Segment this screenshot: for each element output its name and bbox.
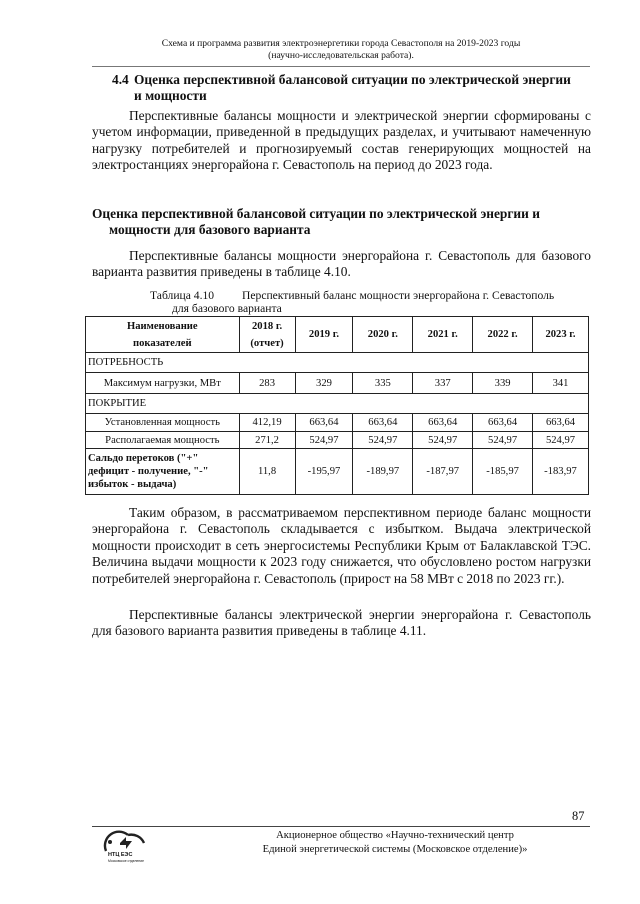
header-indicator-line-2: показателей xyxy=(133,337,192,349)
header-divider xyxy=(92,66,590,67)
logo-subtext: Московское отделение xyxy=(108,859,145,863)
footer-line-2: Единой энергетической системы (Московское отделение)» xyxy=(262,844,528,855)
header-2019: 2019 г. xyxy=(295,317,353,353)
cell-value: -187,97 xyxy=(413,449,473,495)
subsection-heading-line-2: мощности для базового варианта xyxy=(109,222,311,237)
header-2021: 2021 г. xyxy=(413,317,473,353)
balance-label-line-1: Сальдо перетоков ("+" xyxy=(88,453,199,464)
table-row xyxy=(86,449,589,495)
cell-value: 524,97 xyxy=(413,432,473,449)
power-balance-table xyxy=(85,316,589,495)
cell-value: 329 xyxy=(295,373,353,394)
table-row xyxy=(86,414,589,432)
logo-text: НТЦ ЕЭС xyxy=(108,852,133,858)
header-line-1: Схема и программа развития электроэнергетики города Севастополя на 2019-2023 годы xyxy=(161,38,521,49)
paragraph-1: Перспективные балансы мощности и электрической энергии сформированы с учетом информации, приведенной в предыдущих разделах, и учитывают намеченную нагрузку потребителей и прогнозируемый состав генерирующих мощностей на электростанциях энергорайона г. Севастополь на период до 2023 года. xyxy=(92,108,591,173)
cell-value: 663,64 xyxy=(473,414,533,432)
section-title-line-1: Оценка перспективной балансовой ситуации по электрической энергии xyxy=(134,72,571,87)
cell-value: 524,97 xyxy=(473,432,533,449)
header-2018-line-1: 2018 г. xyxy=(252,320,283,332)
header-2023: 2023 г. xyxy=(533,317,589,353)
cell-value: 271,2 xyxy=(239,432,295,449)
running-header xyxy=(92,38,590,62)
cell-value: 663,64 xyxy=(353,414,413,432)
table-header-row xyxy=(86,317,589,353)
logo-wordmark xyxy=(108,852,152,864)
cell-value: 283 xyxy=(239,373,295,394)
footer-divider xyxy=(92,826,590,827)
section-consumption: ПОТРЕБНОСТЬ xyxy=(86,353,589,373)
cell-value: 339 xyxy=(473,373,533,394)
cell-value: 524,97 xyxy=(533,432,589,449)
header-2022: 2022 г. xyxy=(473,317,533,353)
section-title-line-2: и мощности xyxy=(134,88,207,103)
cell-value: 524,97 xyxy=(295,432,353,449)
cell-value: 341 xyxy=(533,373,589,394)
table-section-row xyxy=(86,353,589,373)
section-number: 4.4 xyxy=(112,72,129,87)
row-label: Установленная мощность xyxy=(86,414,240,432)
cell-value: 335 xyxy=(353,373,413,394)
footer-line-1: Акционерное общество «Научно-технический центр xyxy=(276,830,514,841)
header-2018 xyxy=(239,317,295,353)
header-2018-line-2: (отчет) xyxy=(250,337,284,349)
paragraph-3: Таким образом, в рассматриваемом перспективном периоде баланс мощности энергорайона г. Севастополь складывается с избытком. Выдача электрической мощности происходит в сеть энергосистемы Республики Крым от Балаклавской ТЭС. Величина выдачи мощности к 2023 году снижается, что обусловлено ростом нагрузки потребителей энергорайона г. Севастополь (прирост на 58 МВт с 2018 по 2023 гг.). xyxy=(92,505,591,586)
cell-value: 11,8 xyxy=(239,449,295,495)
cell-value: -189,97 xyxy=(353,449,413,495)
section-coverage: ПОКРЫТИЕ xyxy=(86,394,589,414)
section-title xyxy=(112,72,592,104)
table-section-row xyxy=(86,394,589,414)
table-row xyxy=(86,432,589,449)
table-number: Таблица 4.10 xyxy=(150,289,215,302)
balance-label-line-3: избыток - выдача) xyxy=(88,479,177,490)
cell-value: 337 xyxy=(413,373,473,394)
row-label-balance xyxy=(86,449,240,495)
table-caption-line-2: для базового варианта xyxy=(172,302,282,315)
cell-value: 663,64 xyxy=(295,414,353,432)
header-indicator xyxy=(86,317,240,353)
cell-value: 524,97 xyxy=(353,432,413,449)
header-2020: 2020 г. xyxy=(353,317,413,353)
table-row xyxy=(86,373,589,394)
cell-value: 663,64 xyxy=(413,414,473,432)
footer-organization xyxy=(200,829,590,857)
page-number: 87 xyxy=(572,809,585,823)
row-label: Максимум нагрузки, МВт xyxy=(86,373,240,394)
cell-value: 663,64 xyxy=(533,414,589,432)
cell-value: -195,97 xyxy=(295,449,353,495)
paragraph-4: Перспективные балансы электрической энергии энергорайона г. Севастополь для базового варианта развития приведены в таблице 4.11. xyxy=(92,607,591,639)
cell-value: -185,97 xyxy=(473,449,533,495)
table-caption-line-1: Перспективный баланс мощности энергорайона г. Севастополь xyxy=(242,289,555,302)
header-indicator-line-1: Наименование xyxy=(126,320,198,332)
header-line-2: (научно-исследовательская работа). xyxy=(268,50,414,61)
subsection-heading xyxy=(92,206,591,238)
cell-value: -183,97 xyxy=(533,449,589,495)
cell-value: 412,19 xyxy=(239,414,295,432)
subsection-heading-line-1: Оценка перспективной балансовой ситуации по электрической энергии и xyxy=(92,206,540,221)
table-caption xyxy=(150,289,600,315)
row-label: Располагаемая мощность xyxy=(86,432,240,449)
paragraph-2: Перспективные балансы мощности энергорайона г. Севастополь для базового варианта развития приведены в таблице 4.10. xyxy=(92,248,591,280)
balance-label-line-2: дефицит - получение, "-" xyxy=(88,466,209,477)
